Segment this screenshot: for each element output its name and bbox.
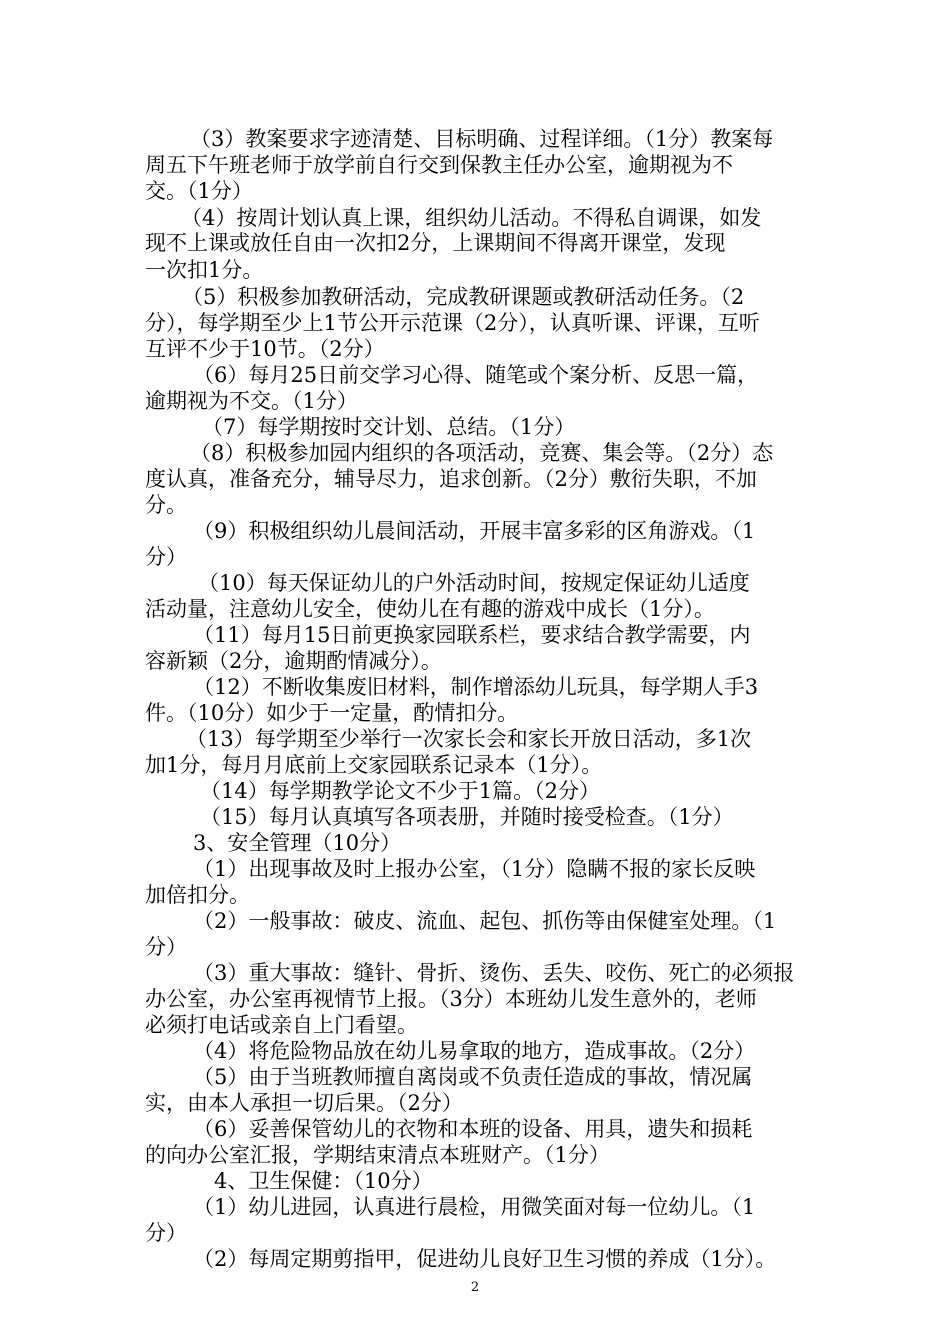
text-line-content: 必须打电话或亲自上门看望。 — [145, 1013, 418, 1037]
text-line — [0, 440, 950, 466]
section-heading — [0, 830, 950, 856]
text-line — [0, 1012, 950, 1038]
text-line — [0, 126, 950, 152]
text-line-content: （5）由于当班教师擅自离岗或不负责任造成的事故，情况属 — [193, 1065, 753, 1089]
text-line — [0, 230, 950, 256]
text-line — [0, 596, 950, 622]
text-line — [0, 1090, 950, 1116]
text-line — [0, 1220, 950, 1246]
text-line-content: （4）按周计划认真上课，组织幼儿活动。不得私自调课，如发 — [181, 206, 762, 230]
text-line-content: （11）每月15日前更换家园联系栏，要求结合教学需要，内 — [193, 623, 751, 647]
text-line-content: 交。（1分） — [145, 179, 253, 203]
text-line — [0, 1064, 950, 1090]
text-line-content: 3、安全管理（10分） — [193, 831, 402, 855]
text-line-content: （13）每学期至少举行一次家长会和家长开放日活动，多1次 — [186, 727, 752, 751]
text-line-content: （1）出现事故及时上报办公室，（1分）隐瞒不报的家长反映 — [193, 857, 756, 881]
text-line-content: 分） — [145, 1221, 187, 1245]
text-line — [0, 284, 950, 310]
text-line-content: 分） — [145, 935, 187, 959]
text-line — [0, 205, 950, 231]
text-line — [0, 1142, 950, 1168]
text-line — [0, 1246, 950, 1272]
text-line — [0, 752, 950, 778]
section-heading — [0, 1168, 950, 1194]
text-line — [0, 804, 950, 830]
text-line-content: （8）积极参加园内组织的各项活动，竞赛、集会等。（2分）态 — [190, 441, 774, 465]
text-line-content: （3）重大事故：缝针、骨折、烫伤、丢失、咬伤、死亡的必须报 — [193, 961, 795, 985]
text-line — [0, 178, 950, 204]
text-line — [0, 518, 950, 544]
text-line-content: （6）每月25日前交学习心得、随笔或个案分析、反思一篇， — [193, 363, 759, 387]
text-line-content: （3）教案要求字迹清楚、目标明确、过程详细。（1分）教案每 — [190, 127, 774, 151]
text-line-content: 容新颖（2分，逾期酌情减分）。 — [145, 649, 442, 673]
text-line-content: 分） — [145, 545, 187, 569]
text-line — [0, 388, 950, 414]
text-line-content: （10）每天保证幼儿的户外活动时间，按规定保证幼儿适度 — [198, 571, 750, 595]
text-line-content: （2）一般事故：破皮、流血、起包、抓伤等由保健室处理。（1 — [193, 909, 777, 933]
text-line — [0, 856, 950, 882]
text-line — [0, 882, 950, 908]
text-line — [0, 152, 950, 178]
text-line — [0, 570, 950, 596]
text-line-content: 实，由本人承担一切后果。（2分） — [145, 1091, 463, 1115]
text-line-content: （15）每月认真填写各项表册，并随时接受检查。（1分） — [200, 805, 734, 829]
page-number: 2 — [470, 1280, 480, 1295]
text-line-content: （4）将危险物品放在幼儿易拿取的地方，造成事故。（2分） — [193, 1039, 756, 1063]
text-line-content: 周五下午班老师于放学前自行交到保教主任办公室，逾期视为不 — [145, 153, 733, 177]
text-line — [0, 622, 950, 648]
text-line — [0, 648, 950, 674]
text-line-content: 活动量，注意幼儿安全，使幼儿在有趣的游戏中成长（1分）。 — [145, 597, 715, 621]
text-line — [0, 310, 950, 336]
text-line — [0, 1116, 950, 1142]
text-line-content: 一次扣1分。 — [145, 258, 264, 282]
text-line-content: 现不上课或放任自由一次扣2分，上课期间不得离开课堂，发现 — [145, 231, 726, 255]
text-line — [0, 934, 950, 960]
text-line — [0, 1038, 950, 1064]
text-line — [0, 1194, 950, 1220]
text-line-content: 件。（10分）如少于一定量，酌情扣分。 — [145, 701, 519, 725]
text-line — [0, 544, 950, 570]
text-line — [0, 908, 950, 934]
text-line-content: 分。 — [145, 493, 187, 517]
text-line — [0, 492, 950, 518]
text-line-content: 逾期视为不交。（1分） — [145, 389, 358, 413]
text-line-content: （9）积极组织幼儿晨间活动，开展丰富多彩的区角游戏。（1 — [193, 519, 756, 543]
text-line-content: （7）每学期按时交计划、总结。（1分） — [202, 415, 576, 439]
text-line — [0, 986, 950, 1012]
text-line-content: （6）妥善保管幼儿的衣物和本班的设备、用具，遗失和损耗 — [193, 1117, 753, 1141]
text-line-content: 分），每学期至少上1节公开示范课（2分），认真听课、评课，互听 — [145, 311, 760, 335]
text-line-content: 度认真，准备充分，辅导尽力，追求创新。（2分）敷衍失职，不加 — [145, 467, 757, 491]
text-line-content: （2）每周定期剪指甲，促进幼儿良好卫生习惯的养成（1分）。 — [193, 1247, 777, 1271]
text-line — [0, 257, 950, 283]
text-line-content: 4、卫生保健：（10分） — [214, 1169, 433, 1193]
text-line-content: （5）积极参加教研活动，完成教研课题或教研活动任务。（2 — [182, 285, 745, 309]
text-line — [0, 674, 950, 700]
text-line-content: 加倍扣分。 — [145, 883, 250, 907]
text-line — [0, 362, 950, 388]
text-line-content: 互评不少于10节。（2分） — [145, 337, 385, 361]
text-line-content: 加1分，每月月底前上交家园联系记录本（1分）。 — [145, 753, 603, 777]
text-line-content: （1）幼儿进园，认真进行晨检，用微笑面对每一位幼儿。（1 — [193, 1195, 756, 1219]
text-line-content: （12）不断收集废旧材料，制作增添幼儿玩具，每学期人手3 — [193, 675, 759, 699]
text-line — [0, 726, 950, 752]
text-line — [0, 960, 950, 986]
text-line — [0, 700, 950, 726]
text-line — [0, 414, 950, 440]
text-line-content: 办公室，办公室再视情节上报。（3分）本班幼儿发生意外的，老师 — [145, 987, 757, 1011]
text-line-content: 的向办公室汇报，学期结束清点本班财产。（1分） — [145, 1143, 610, 1167]
text-line — [0, 778, 950, 804]
text-line-content: （14）每学期教学论文不少于1篇。（2分） — [200, 779, 600, 803]
text-line — [0, 336, 950, 362]
text-line — [0, 466, 950, 492]
